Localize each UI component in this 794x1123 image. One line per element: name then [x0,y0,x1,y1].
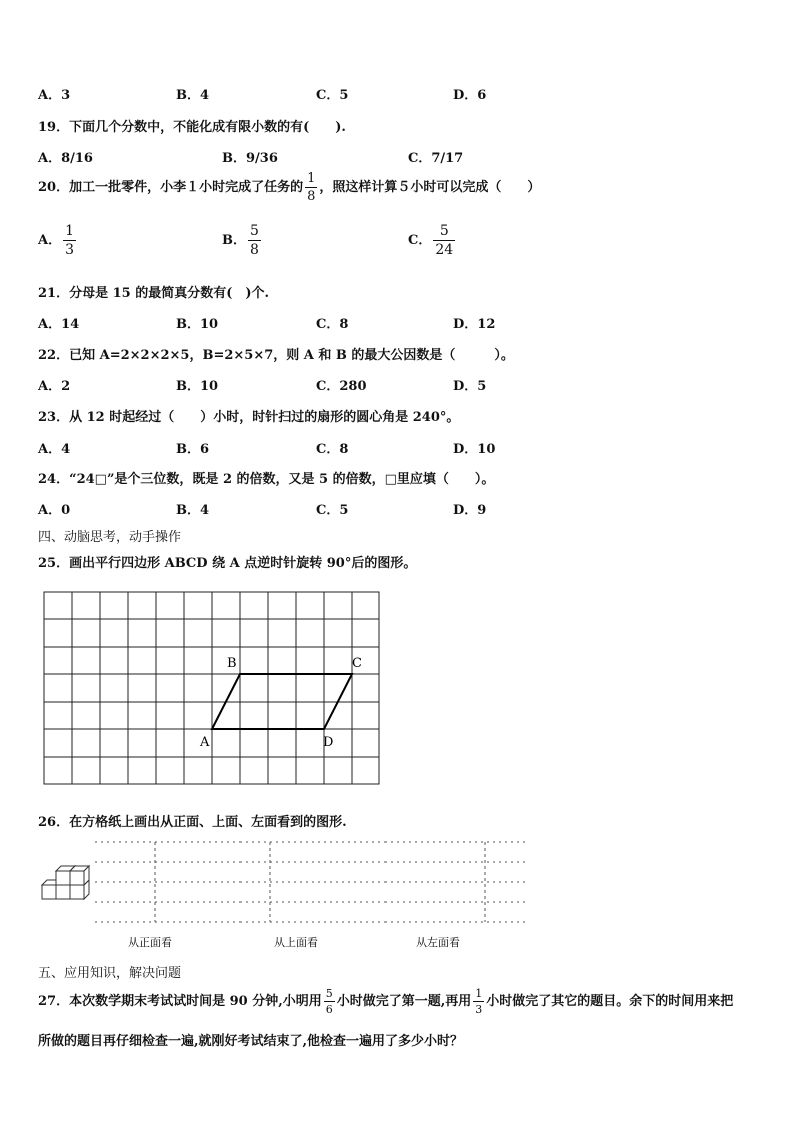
q20-option-c-num: 5 [439,223,449,239]
question-19: 19．下面几个分数中，不能化成有限小数的有( ). [38,120,346,135]
q20-option-b-label: B． [222,233,246,248]
section-4-heading: 四、动脑思考，动手操作 [38,530,182,545]
q27-frac1-den: 6 [325,1003,333,1016]
q24-option-b: B．4 [176,503,210,518]
q27-fraction-1 [324,988,335,1015]
view-grid-front [95,842,240,922]
q20-option-a-num: 1 [65,223,75,239]
section-5-heading: 五、应用知识，解决问题 [38,966,182,981]
q21-option-b: B．10 [176,317,219,332]
q23-option-d: D．10 [453,442,496,457]
q18-option-b: B．4 [176,88,210,103]
caption-top-view: 从上面看 [274,936,318,949]
q19-option-c: C．7/17 [408,151,464,166]
vertex-label-d: D [323,735,334,750]
q20-option-c-label: C． [408,233,432,248]
q21-option-a: A．14 [38,317,80,332]
q22-option-d: D．5 [453,379,487,394]
q19-option-b: B．9/36 [222,151,278,166]
vertex-label-c: C [352,656,362,671]
question-21: 21．分母是 15 的最简真分数有( )个. [38,286,270,301]
q20-option-c-den: 24 [435,242,454,258]
q21-option-c: C．8 [316,317,349,332]
q22-option-b: B．10 [176,379,219,394]
view-grid-top [240,842,385,922]
q24-option-d: D．9 [453,503,487,518]
question-24: 24．“24□”是个三位数，既是 2 的倍数，又是 5 的倍数，□里应填（ ）。 [38,472,495,487]
question-26: 26．在方格纸上画出从正面、上面、左面看到的图形. [38,815,347,830]
q23-option-a: A．4 [38,442,71,457]
question-27-line-1 [38,988,733,1015]
q20-option-a-label: A． [38,233,62,248]
q20-frac-den: 8 [307,189,316,204]
question-25: 25．画出平行四边形 ABCD 绕 A 点逆时针旋转 90°后的图形。 [38,556,417,571]
q27-text-2: 小时做完了第一题,再用 [336,994,472,1009]
q24-option-c: C．5 [316,503,349,518]
caption-front-view: 从正面看 [128,936,172,949]
cube-stack-icon [42,866,89,899]
vertex-label-a: A [200,735,210,750]
q24-option-a: A．0 [38,503,71,518]
q18-option-a: A．3 [38,88,71,103]
q20-option-b-num: 5 [250,223,259,239]
q20-text-after: ，照这样计算５小时可以完成（ ） [319,180,541,195]
caption-left-view: 从左面看 [416,936,460,949]
question-27-line-2: 所做的题目再仔细检查一遍,就刚好考试结束了,他检查一遍用了多少小时？ [38,1034,464,1049]
q22-option-c: C．280 [316,379,367,394]
q20-option-b-den: 8 [250,242,259,258]
question-22: 22．已知 A=2×2×2×5，B=2×5×7，则 A 和 B 的最大公因数是（ ）。 [38,348,514,363]
view-grid-left [385,842,525,922]
q27-frac2-num: 1 [475,987,483,1000]
q27-frac1-num: 5 [325,987,333,1000]
q23-option-c: C．8 [316,442,349,457]
q20-frac-num: 1 [307,171,316,186]
q21-option-d: D．12 [453,317,496,332]
vertex-label-b: B [227,656,237,671]
question-23: 23．从 12 时起经过（ ）小时，时针扫过的扇形的圆心角是 240°。 [38,410,460,425]
q20-text-before: 20．加工一批零件，小李１小时完成了任务的 [38,180,304,195]
q22-option-a: A．2 [38,379,71,394]
q19-option-a: A．8/16 [38,151,93,166]
q27-text-1: 27．本次数学期末考试试时间是 90 分钟,小明用 [38,994,322,1009]
q25-grid [44,592,379,784]
q27-frac2-den: 3 [475,1003,483,1016]
q27-text-3: 小时做完了其它的题目。余下的时间用来把 [486,994,734,1009]
q23-option-b: B．6 [176,442,210,457]
q27-fraction-2 [473,988,484,1015]
q18-option-c: C．5 [316,88,349,103]
q20-option-a-den: 3 [65,242,75,258]
q18-option-d: D．6 [453,88,487,103]
